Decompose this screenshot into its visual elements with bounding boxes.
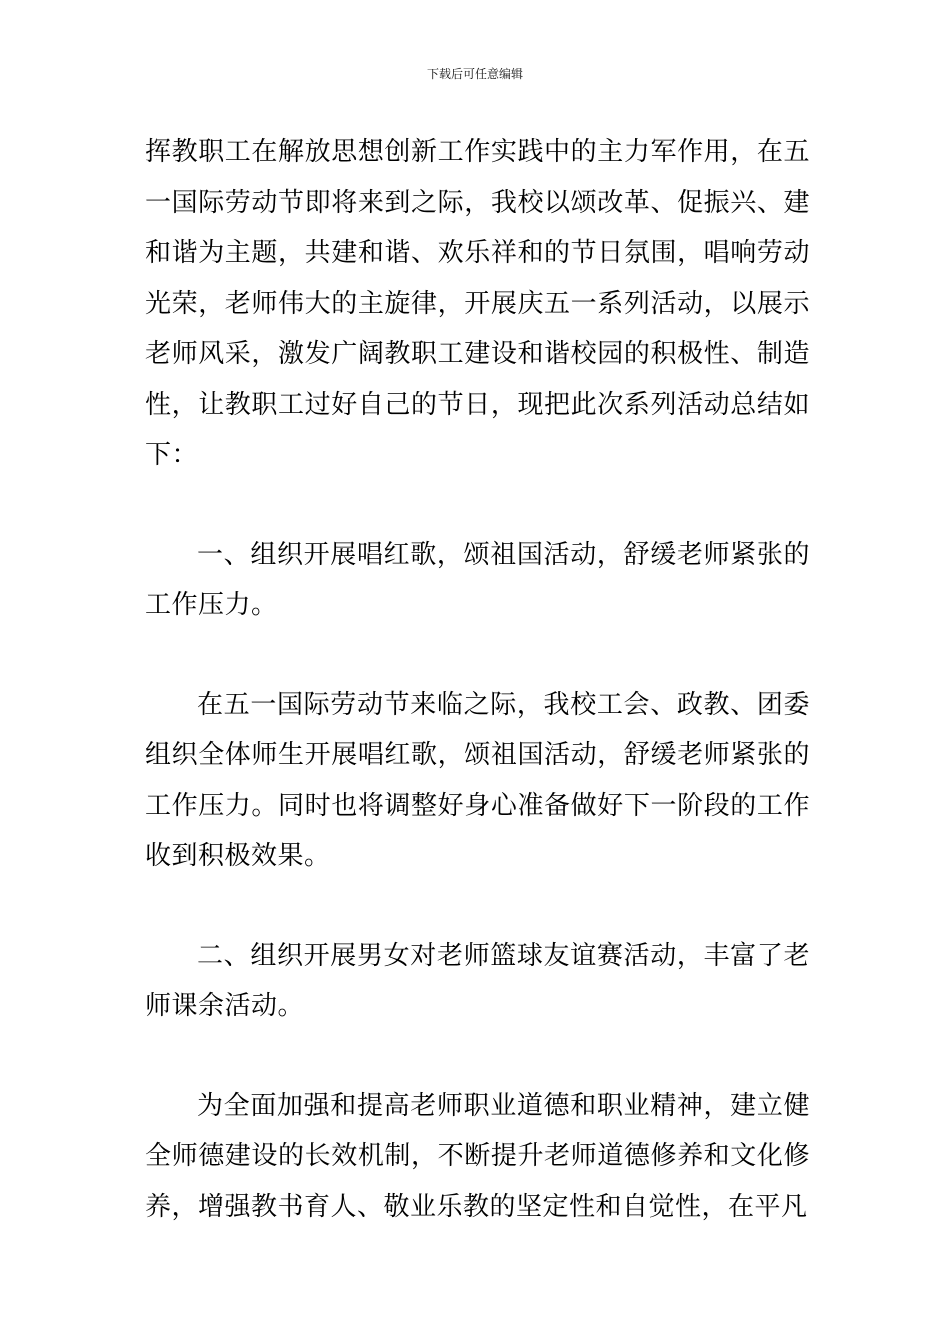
paragraph-section-2: 为全面加强和提高老师职业道德和职业精神，建立健全师德建设的长效机制，不断提升老师道德修养和文化修养，增强教书育人、敬业乐教的坚定性和自觉性，在平凡: [145, 1090, 810, 1222]
paragraph-gap: [145, 481, 810, 530]
section-heading-2: 二、组织开展男女对老师篮球友谊赛活动，丰富了老师课余活动。: [145, 940, 810, 1021]
paragraph-intro-continuation: 挥教职工在解放思想创新工作实践中的主力军作用，在五一国际劳动节即将来到之际，我校以颂改革、促振兴、建和谐为主题，共建和谐、欢乐祥和的节日氛围，唱响劳动光荣，老师伟大的主旋律，开展庆五一系列活动，以展示老师风采，激发广阔教职工建设和谐校园的积极性、制造性，让教职工过好自己的节日，现把此次系列活动总结如下：: [145, 137, 810, 470]
paragraph-section-1: 在五一国际劳动节来临之际，我校工会、政教、团委组织全体师生开展唱红歌，颂祖国活动，舒缓老师紧张的工作压力。同时也将调整好身心准备做好下一阶段的工作收到积极效果。: [145, 689, 810, 871]
paragraph-gap: [145, 631, 810, 680]
paragraph-gap: [145, 1032, 810, 1081]
paragraph-gap: [145, 882, 810, 931]
page-header-note: 下载后可任意编辑: [426, 67, 523, 81]
document-body: [145, 127, 810, 1232]
section-heading-1: 一、组织开展唱红歌，颂祖国活动，舒缓老师紧张的工作压力。: [145, 539, 810, 620]
